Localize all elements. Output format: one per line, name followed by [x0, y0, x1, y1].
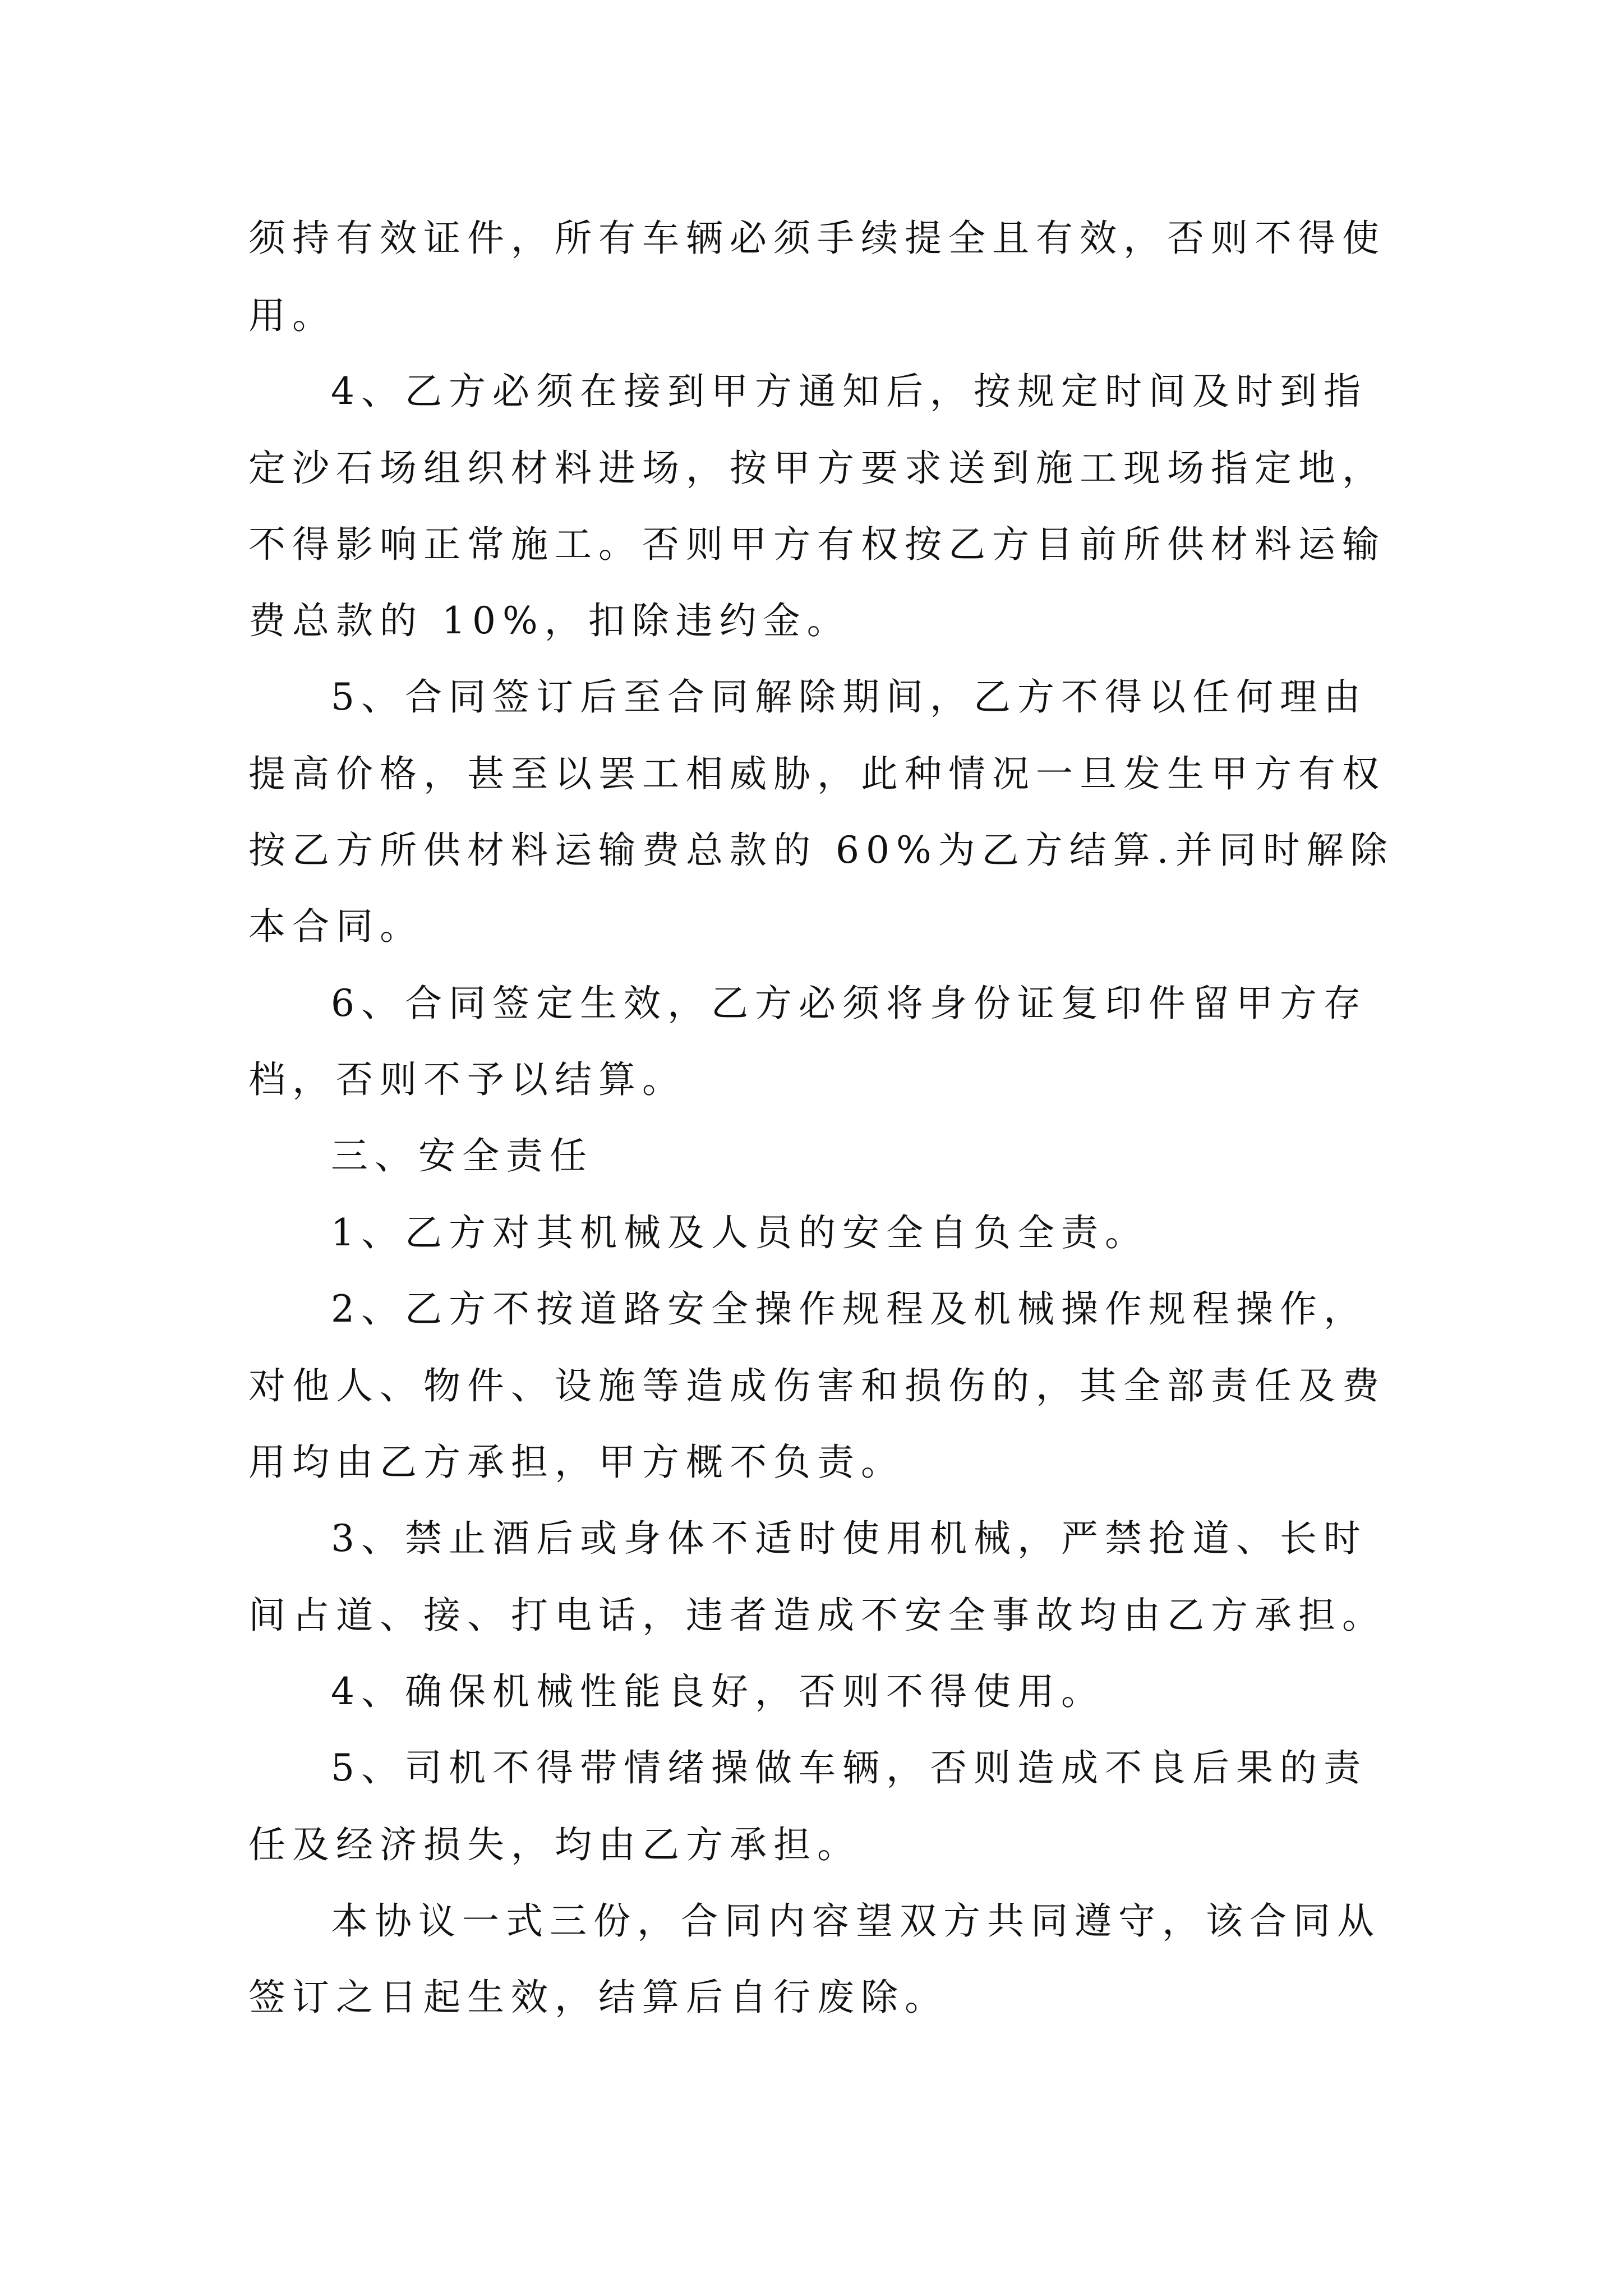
text-line: 定沙石场组织材料进场，按甲方要求送到施工现场指定地，	[248, 447, 1386, 490]
text-line: 费总款的 10%，扣除违约金。	[248, 599, 851, 642]
text-line: 不得影响正常施工。否则甲方有权按乙方目前所供材料运输	[248, 523, 1386, 566]
text-line: 6、合同签定生效，乙方必须将身份证复印件留甲方存	[331, 982, 1367, 1025]
text-line: 任及经济损失，均由乙方承担。	[248, 1823, 861, 1866]
text-line: 1、乙方对其机械及人员的安全自负全责。	[331, 1211, 1149, 1254]
text-line: 4、确保机械性能良好，否则不得使用。	[331, 1670, 1105, 1713]
text-line: 用均由乙方承担，甲方概不负责。	[248, 1441, 905, 1484]
text-line: 用。	[248, 294, 336, 337]
text-line: 本协议一式三份，合同内容望双方共同遵守，该合同从	[331, 1899, 1381, 1943]
section-heading: 三、安全责任	[331, 1134, 593, 1177]
text-line: 3、禁止酒后或身体不适时使用机械，严禁抢道、长时	[331, 1517, 1367, 1560]
text-line: 间占道、接、打电话，违者造成不安全事故均由乙方承担。	[248, 1594, 1386, 1637]
text-line: 签订之日起生效，结算后自行废除。	[248, 1976, 948, 2019]
text-line: 5、合同签订后至合同解除期间，乙方不得以任何理由	[331, 675, 1367, 719]
text-line: 须持有效证件，所有车辆必须手续提全且有效，否则不得使	[248, 217, 1386, 260]
text-line: 5、司机不得带情绪操做车辆，否则造成不良后果的责	[331, 1746, 1367, 1789]
text-line: 对他人、物件、设施等造成伤害和损伤的，其全部责任及费	[248, 1364, 1386, 1407]
text-line: 档，否则不予以结算。	[248, 1058, 686, 1101]
text-line: 2、乙方不按道路安全操作规程及机械操作规程操作，	[331, 1287, 1367, 1331]
text-line: 提高价格，甚至以罢工相威胁，此种情况一旦发生甲方有权	[248, 752, 1386, 795]
text-line: 按乙方所供材料运输费总款的 60%为乙方结算.并同时解除	[248, 829, 1394, 872]
text-line: 本合同。	[248, 905, 423, 948]
text-line: 4、乙方必须在接到甲方通知后，按规定时间及时到指	[331, 370, 1367, 413]
